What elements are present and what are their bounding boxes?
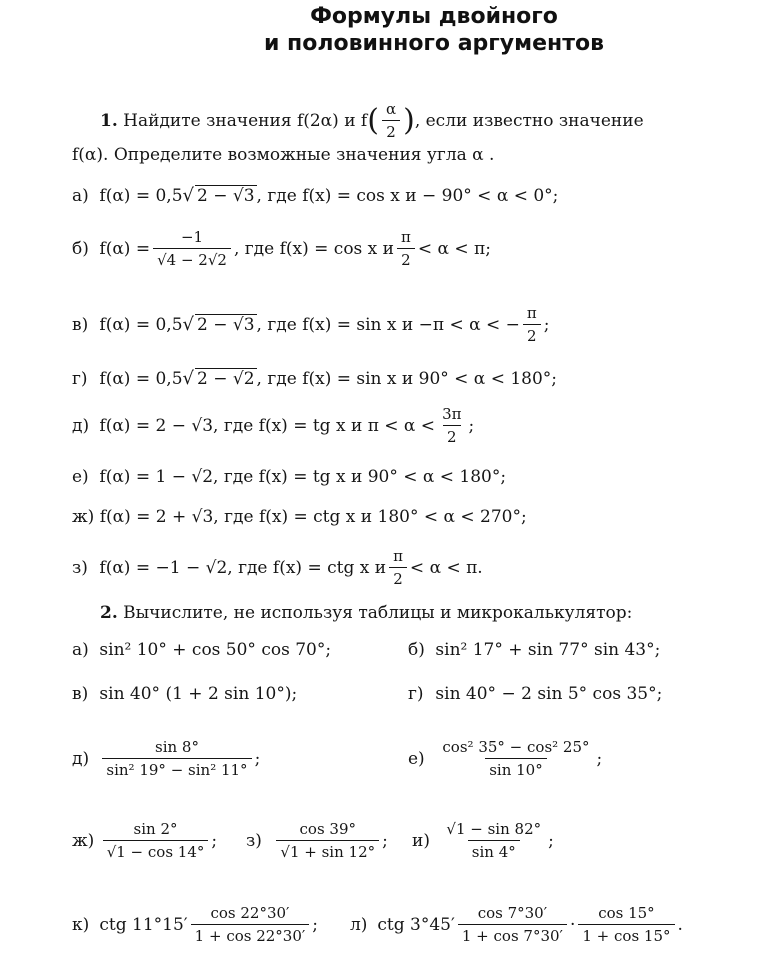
item-label: и) [412,830,430,851]
item-frac [276,820,379,861]
frac-den: √4 − 2√2 [153,248,231,269]
radicand: 2 − √2 [197,369,255,389]
item-frac [438,738,593,779]
task2-item-v [72,684,297,704]
task1-item-a [72,185,558,206]
item-expr: sin² 10° + cos 50° cos 70°; [99,640,332,660]
item-frac-3pi [438,405,465,446]
item-label: л) [350,914,368,935]
item-frac-pi [397,228,415,269]
frac-den: 1 + cos 7°30′ [458,924,567,945]
item-frac-pi [523,304,541,345]
frac-den: sin 4° [468,840,520,861]
frac-den: 1 + cos 15° [578,924,674,945]
item-label: д) [72,748,90,769]
frac-num: cos 22°30′ [210,904,290,922]
item-label: ж) [72,830,95,851]
task2-item-z [246,820,388,861]
item-mid: , где f(x) = cos x и [233,238,395,259]
radicand: 2 − √3 [197,315,255,335]
frac-den: √1 + sin 12° [276,840,379,861]
item-label: д) [72,415,90,436]
item-label: а) [72,640,89,660]
item-frac [191,904,310,945]
task2-text: Вычислите, не используя таблицы и микрокалькулятор: [123,603,633,623]
item-post: ; [254,748,261,769]
item-pre: f(α) = 0,5 [99,185,183,206]
item-pre: f(α) = 2 + √3, где f(x) = ctg x и 180° < α < 270°; [99,507,527,527]
paren-open: ( [367,103,379,138]
title-line-1: Формулы двойного [310,4,558,29]
frac-num: π [401,228,411,246]
item-pre: f(α) = 1 − √2, где f(x) = tg x и 90° < α < 180°; [99,467,507,487]
frac-num: cos² 35° − cos² 25° [442,738,590,756]
item-pre: ctg 3°45′ [377,914,455,935]
item-pre: ctg 11°15′ [99,914,188,935]
task2-item-k [72,904,318,945]
item-label: е) [72,467,89,487]
item-pre: f(α) = −1 − √2, где f(x) = ctg x и [99,557,387,578]
item-frac-1 [458,904,567,945]
item-post: ; [382,830,388,851]
frac-den: sin² 19° − sin² 11° [102,758,251,779]
item-pre: f(α) = 2 − √3, где f(x) = tg x и π < α < [99,415,436,436]
item-post: ; [312,914,319,935]
item-mid: , где f(x) = sin x и −π < α < − [256,314,520,335]
task1-item-g [72,368,557,389]
multiply-dot: · [569,914,576,935]
task1-frac [382,100,400,141]
item-label: б) [408,640,425,660]
item-post: ; [211,830,218,851]
frac-den: 1 + cos 22°30′ [191,924,310,945]
task1-heading [100,100,644,141]
item-pre: f(α) = 0,5 [99,368,183,389]
item-label: е) [408,748,425,769]
task1-item-zh [72,507,527,527]
task2-item-a [72,640,331,660]
task1-item-e [72,467,506,487]
item-expr: sin² 17° + sin 77° sin 43°; [435,640,661,660]
frac-num: 3π [442,405,462,423]
item-label: к) [72,914,90,935]
frac-den: 2 [443,425,461,446]
task1-frac-num: α [385,100,397,118]
item-label: б) [72,238,89,259]
task2-item-i [412,820,554,861]
item-post: < α < π; [417,238,491,259]
task1-text-line2: f(α). Определите возможные значения угла α . [72,145,495,165]
task1-frac-den: 2 [382,120,400,141]
task1-item-z [72,547,483,588]
item-label: в) [72,314,89,335]
item-label: з) [246,830,262,851]
item-post: ; [596,748,603,769]
task2-heading [100,603,632,623]
radical-sign: √ [182,314,195,335]
frac-num: π [526,304,537,322]
item-post: ; [548,830,554,851]
item-label: з) [72,557,88,578]
frac-num: cos 39° [299,820,356,838]
frac-num: sin 2° [133,820,178,838]
task2-item-zh [72,820,217,861]
frac-num: −1 [180,228,204,246]
task2-item-g [408,684,662,704]
title-line-2: и половинного аргументов [263,31,605,56]
item-label: в) [72,684,89,704]
item-expr: sin 40° (1 + 2 sin 10°); [99,684,298,704]
item-frac-pi [389,547,407,588]
task2-item-e [408,738,602,779]
item-frac [153,228,231,269]
task1-item-b [72,228,491,269]
task1-item-v [72,304,549,345]
frac-den: 2 [397,248,415,269]
frac-num: √1 − sin 82° [446,820,542,838]
frac-den: 2 [389,567,407,588]
task1-text-part2: , если известно значение [414,110,644,131]
item-post: < α < π. [409,557,483,578]
task1-number: 1. [100,110,118,131]
frac-den: sin 10° [485,758,547,779]
item-frac [102,738,251,779]
frac-num: π [393,547,403,565]
frac-num: cos 7°30′ [477,904,548,922]
frac-den: 2 [523,324,541,345]
task1-item-d [72,405,474,446]
item-frac [103,820,209,861]
item-label: г) [408,684,424,704]
item-label: ж) [72,507,95,527]
item-post: ; [543,314,550,335]
item-post: ; [468,415,475,436]
item-post: , где f(x) = sin x и 90° < α < 180°; [256,368,558,389]
radicand: 2 − √3 [197,186,255,206]
frac-den: √1 − cos 14° [103,840,209,861]
frac-num: cos 15° [598,904,655,922]
task1-text-part1: Найдите значения f(2α) и f [123,110,368,131]
task2-item-l [350,904,683,945]
radical-sign: √ [182,185,195,206]
item-pre: f(α) = [99,238,151,259]
paren-close: ) [403,103,415,138]
item-frac [442,820,545,861]
item-frac-2 [578,904,674,945]
item-post: , где f(x) = cos x и − 90° < α < 0°; [256,185,559,206]
task2-item-b [408,640,660,660]
item-label: а) [72,185,89,206]
task2-item-d [72,738,260,779]
item-pre: f(α) = 0,5 [99,314,183,335]
radical-sign: √ [182,368,195,389]
item-post: . [677,914,683,935]
item-label: г) [72,368,88,389]
frac-num: sin 8° [155,738,199,756]
item-expr: sin 40° − 2 sin 5° cos 35°; [435,684,663,704]
task2-number: 2. [100,603,118,623]
